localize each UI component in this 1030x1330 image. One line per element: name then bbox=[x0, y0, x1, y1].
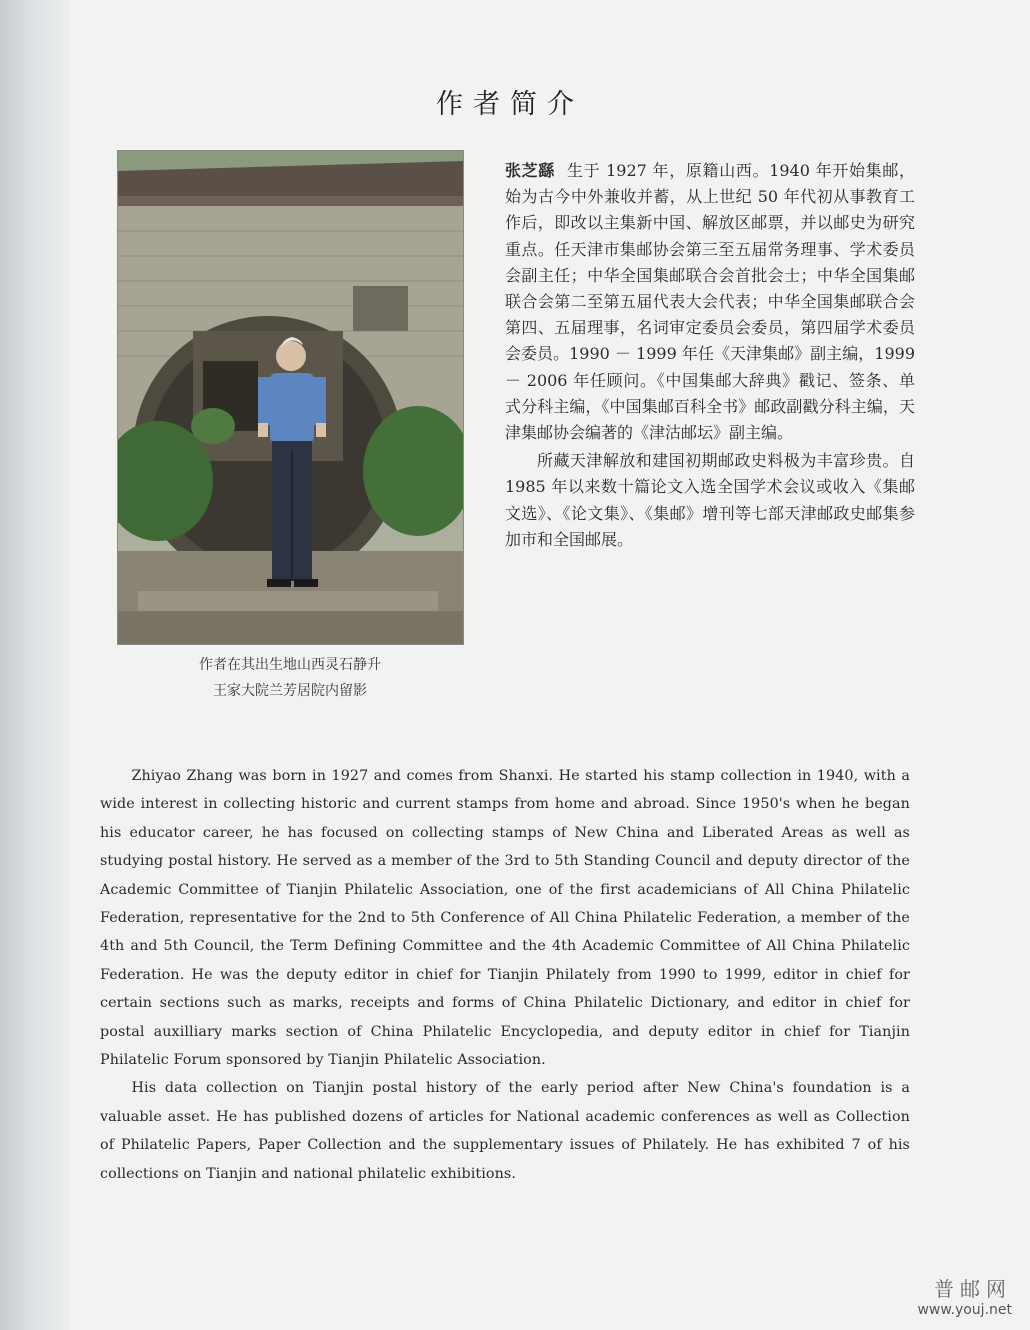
english-paragraph-2: His data collection on Tianjin postal history of the early period after New China's foundation is a valuable asset. He has published dozens of articles for National academic conferences as well as Collection of Philatelic Papers, Paper Collection and the supplementary issues of Philately. He has exhibited 7 of his collections on Tianjin and national philatelic exhibitions. bbox=[100, 1080, 910, 1182]
watermark-site-name: 普邮网 bbox=[934, 1277, 1012, 1301]
english-paragraph-1: Zhiyao Zhang was born in 1927 and comes from Shanxi. He started his stamp collection in 1940, with a wide interest in collecting historic and current stamps from home and abroad. Since 1950's when he began his educator career, he has focused on collecting stamps of New China and Liberated Areas as well as studying postal history. He served as a member of the 3rd to 5th Standing Council and deputy director of the Academic Committee of Tianjin Philatelic Association, one of the first academicians of All China Philatelic Federation, representative for the 2nd to 5th Conference of All China Philatelic Federation, a member of the 4th and 5th Council, the Term Defining Committee and the 4th Academic Committee of All China Philatelic Federation. He was the deputy editor in chief for Tianjin Philately from 1990 to 1999, editor in chief for certain sections such as marks, receipts and forms of China Philatelic Dictionary, and editor in chief for postal auxilliary marks section of China Philatelic Encyclopedia, and deputy editor in chief for Tianjin Philatelic Forum sponsored by Tianjin Philatelic Association. bbox=[100, 768, 910, 1069]
book-spine-shadow bbox=[0, 0, 70, 1330]
site-watermark bbox=[917, 1273, 1012, 1318]
page-title: 作者简介 bbox=[436, 89, 584, 120]
english-biography bbox=[100, 762, 910, 1188]
photo-caption bbox=[110, 652, 470, 704]
caption-line-1: 作者在其出生地山西灵石静升 bbox=[199, 657, 381, 673]
chinese-paragraph-1-text: 生于 1927 年，原籍山西。1940 年开始集邮，始为古今中外兼收并蓄，从上世纪 50 年代初从事教育工作后，即改以主集新中国、解放区邮票，并以邮史为研究重点。任天津市集邮协会第三至五届常务理事、学术委员会副主任；中华全国集邮联合会首批会士；中华全国集邮联合会第二至第五届代表大会代表；中华全国集邮联合会第四、五届理事，名词审定委员会委员，第四届学术委员会委员。1990 － 1999 年任《天津集邮》副主编，1999 － 2006 年任顾问。《中国集邮大辞典》戳记、签条、单式分科主编，《中国集邮百科全书》邮政副戳分科主编，天津集邮协会编著的《津沽邮坛》副主编。 bbox=[505, 161, 915, 443]
author-photo bbox=[117, 150, 464, 645]
chinese-paragraph-2: 所藏天津解放和建国初期邮政史料极为丰富珍贵。自 1985 年以来数十篇论文入选全国学术会议或收入《集邮文选》、《论文集》、《集邮》增刊等七部天津邮政史邮集参加市和全国邮展。 bbox=[505, 451, 915, 549]
watermark-url: www.youj.net bbox=[917, 1302, 1012, 1318]
chinese-paragraph-1 bbox=[505, 158, 915, 446]
author-name: 张芝繇 bbox=[505, 161, 555, 180]
chinese-biography bbox=[505, 158, 915, 553]
caption-line-2: 王家大院兰芳居院内留影 bbox=[213, 683, 367, 699]
